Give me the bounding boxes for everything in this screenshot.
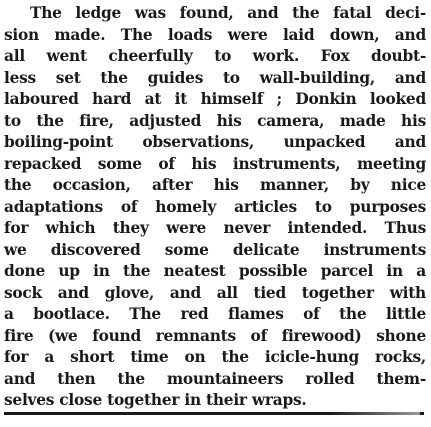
text-line: laboured hard at it himself ; Donkin looked (4, 90, 426, 108)
text-line: The ledge was found, and the fatal deci- (30, 4, 426, 22)
article-text (4, 3, 426, 412)
text-line: boiling-point observations, unpacked and (4, 133, 426, 151)
text-line: less set the guides to wall-building, and (4, 68, 426, 87)
text-line: the occasion, after his manner, by nice (4, 176, 426, 194)
text-line: for which they were never intended. Thus (4, 219, 426, 237)
text-line: adaptations of homely articles to purposes (4, 197, 426, 216)
text-line: repacked some of his instruments, meeting (4, 154, 426, 173)
text-line: sion made. The loads were laid down, and (4, 25, 426, 44)
text-line: a bootlace. The red flames of the little (4, 305, 426, 323)
text-line: to the fire, adjusted his camera, made his (4, 111, 426, 130)
text-line: sock and glove, and all tied together with (4, 283, 426, 302)
text-line: and then the mountaineers rolled them- (4, 369, 426, 388)
text-line: fire (we found remnants of firewood) shone (4, 326, 426, 345)
section-divider-fade (330, 411, 420, 416)
text-line: done up in the neatest possible parcel in a (4, 262, 426, 280)
text-line: all went cheerfully to work. Fox doubt- (4, 47, 426, 65)
text-line: for a short time on the icicle-hung rocks, (4, 348, 426, 366)
text-line: we discovered some delicate instruments (4, 240, 426, 259)
text-line: selves close together in their wraps. (4, 391, 307, 409)
